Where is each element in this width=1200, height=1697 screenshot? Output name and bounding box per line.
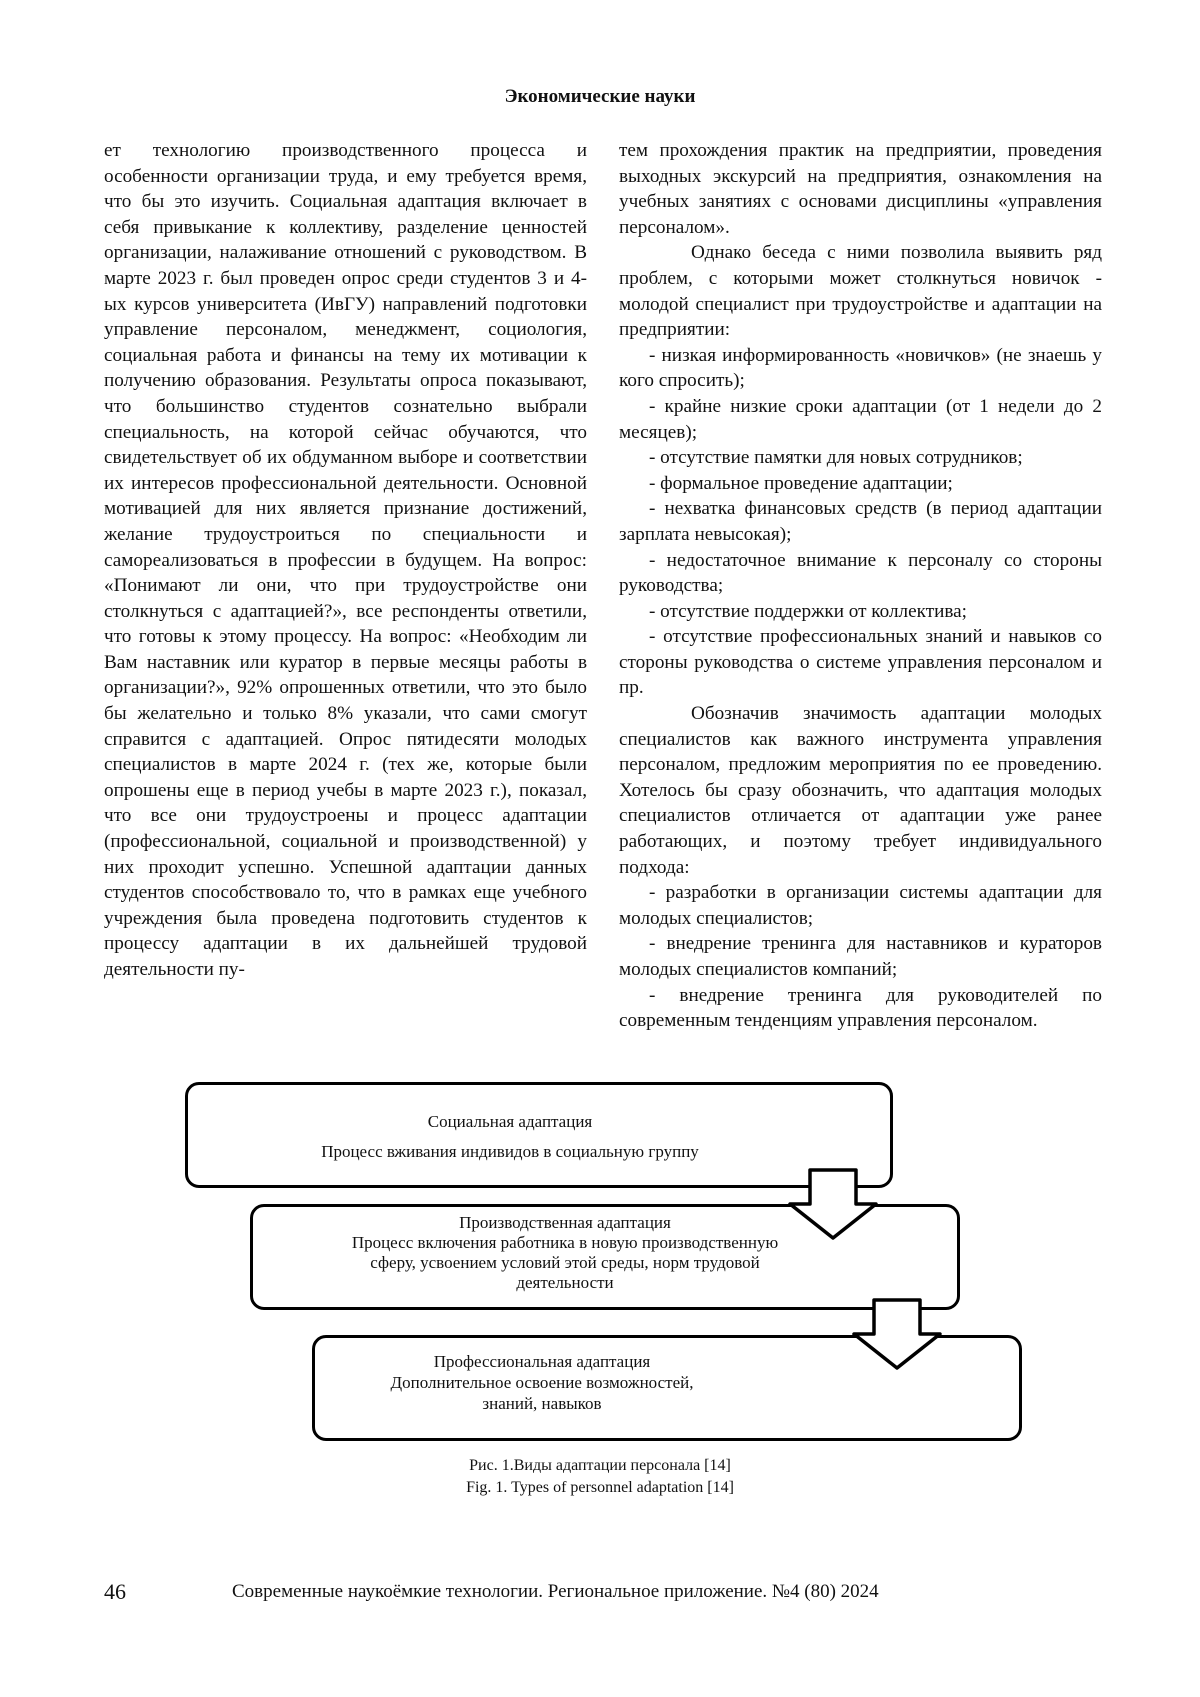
box-production-desc-2: сферу, усвоением условий этой среды, норм трудовой — [370, 1253, 760, 1272]
problem-item: - низкая информированность «новичков» (не знаешь у кого спросить); — [619, 344, 1102, 392]
page-number: 46 — [104, 1579, 126, 1604]
box-social-title: Социальная адаптация — [427, 1112, 593, 1131]
problem-item: - отсутствие профессиональных знаний и навыков со стороны руководства о системе управления персоналом и пр. — [619, 626, 1102, 699]
problem-item: - отсутствие поддержки от коллектива; — [649, 600, 968, 622]
down-arrow-icon — [852, 1298, 942, 1370]
box-production-title: Производственная адаптация — [459, 1213, 671, 1232]
adaptation-diagram — [180, 1082, 1030, 1442]
box-professional-desc-1: Дополнительное освоение возможностей, — [390, 1373, 694, 1392]
right-paragraph-3: Обозначив значимость адаптации молодых специалистов как важного инструмента управления персоналом, предложим мероприятия по ее проведению. Хотелось бы сразу обозначить, что адаптация молодых специалистов отличается от адаптации уже ранее работающих, и поэтому требует индивидуального подхода: — [619, 703, 1102, 878]
problem-item: - недостаточное внимание к персоналу со стороны руководства; — [619, 549, 1102, 597]
measure-item: - разработки в организации системы адаптации для молодых специалистов; — [619, 882, 1102, 929]
problem-item: - нехватка финансовых средств (в период адаптации зарплата невысокая); — [619, 498, 1102, 545]
measure-item: - внедрение тренинга для наставников и кураторов молодых специалистов компаний; — [619, 933, 1102, 980]
problem-item: - формальное проведение адаптации; — [649, 472, 953, 494]
journal-title: Современные наукоёмкие технологии. Региональное приложение. №4 (80) 2024 — [232, 1581, 879, 1602]
problem-item: - отсутствие памятки для новых сотрудников; — [649, 447, 1023, 469]
section-header: Экономические науки — [504, 86, 696, 107]
figure-caption-en: Fig. 1. Types of personnel adaptation [14] — [466, 1479, 734, 1496]
box-social-desc: Процесс вживания индивидов в социальную группу — [321, 1142, 699, 1161]
left-column — [104, 138, 587, 983]
right-column — [619, 138, 1102, 1034]
right-paragraph-2: Однако беседа с ними позволила выявить ряд проблем, с которыми может столкнуться новичок - молодой специалист при трудоустройстве и адаптации на предприятии: — [619, 242, 1102, 341]
down-arrow-icon — [788, 1168, 878, 1240]
box-professional-title: Профессиональная адаптация — [433, 1352, 651, 1371]
box-professional-desc-2: знаний, навыков — [482, 1394, 602, 1413]
measure-item: - внедрение тренинга для руководителей по современным тенденциям управления персоналом. — [619, 984, 1102, 1032]
left-paragraph: ет технологию производственного процесса и особенности организации труда, и ему требуется время, что бы это изучить. Социальная адаптация включает в себя привыкание к коллективу, разделение ценностей организации, налаживание отношений с руководством. В марте 2023 г. был проведен опрос среди студентов 3 и 4-ых курсов университета (ИвГУ) направлений подготовки управление персоналом, менеджмент, социология, социальная работа и финансы на тему их мотивации к получению образования. Результаты опроса показывают, что большинство студентов сознательно выбрали специальность, на которой сейчас обучаются, что свидетельствует об их обдуманном выборе и соответствии их интересов профессиональной деятельности. Основной мотивацией для них является признание достижений, желание трудоустроиться по специальности и самореализоваться в профессии в будущем. На вопрос: «Понимают ли они, что при трудоустройстве они столкнуться с адаптацией?», все респонденты ответили, что готовы к этому процессу. На вопрос: «Необходим ли Вам наставник или куратор в первые месяцы работы в организации?», 92% опрошенных ответили, что это было бы желательно и только 8% указали, что сами смогут справится с адаптацией. Опрос пятидесяти молодых специалистов в марте 2024 г. (тех же, которые были опрошены еще в период учебы в марте 2023 г.), показал, что все они трудоустроены и процесс адаптации (профессиональной, социальной и производственной) у них проходит успешно. Успешной адаптации данных студентов способствовало то, что в рамках еще учебного учреждения была проведена подготовить студентов к процессу адаптации в их дальнейшей трудовой деятельности пу- — [104, 140, 587, 980]
box-production-desc-1: Процесс включения работника в новую производственную — [351, 1233, 779, 1252]
right-paragraph-1: тем прохождения практик на предприятии, проведения выходных экскурсий на предприятия, ознакомления на учебных занятиях с основами дисциплины «управления персоналом». — [619, 140, 1102, 238]
box-social-adaptation — [185, 1082, 893, 1188]
figure-caption-ru: Рис. 1.Виды адаптации персонала [14] — [469, 1457, 731, 1474]
box-production-desc-3: деятельности — [516, 1273, 614, 1292]
problem-item: - крайне низкие сроки адаптации (от 1 недели до 2 месяцев); — [619, 395, 1102, 443]
